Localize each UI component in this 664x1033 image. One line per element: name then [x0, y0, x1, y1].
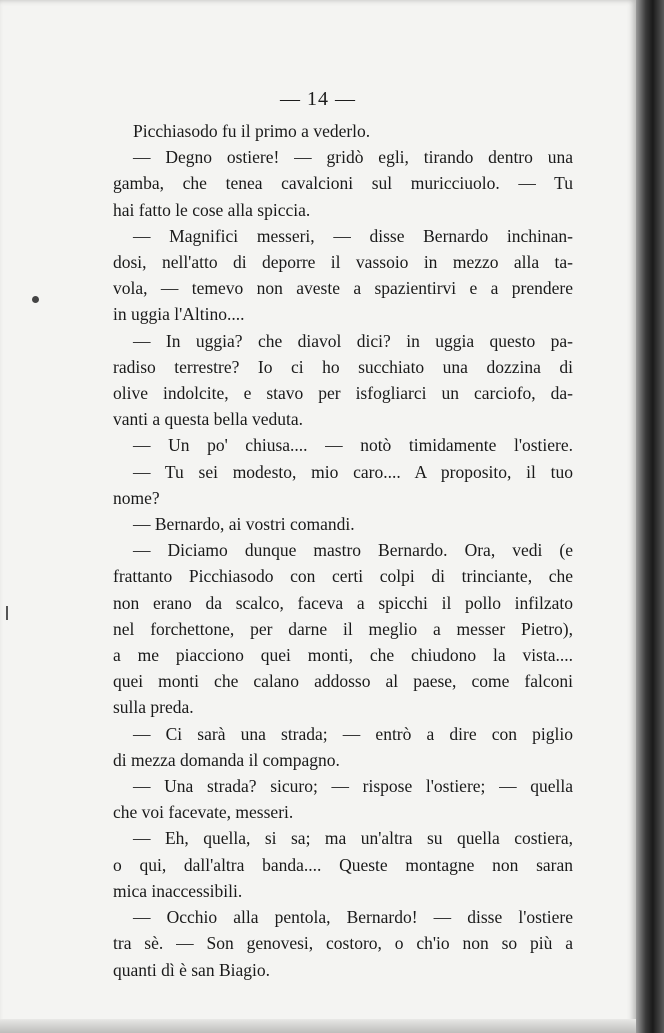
text-line: tra sè. — Son genovesi, costoro, o ch'io non so più a	[113, 933, 573, 954]
text-line: — Degno ostiere! — gridò egli, tirando dentro una	[133, 147, 573, 168]
text-line: — Tu sei modesto, mio caro.... A proposito, il tuo	[133, 461, 573, 482]
text-line: — Una strada? sicuro; — rispose l'ostiere; — quella	[133, 776, 573, 797]
text-line: — Diciamo dunque mastro Bernardo. Ora, vedi (e	[133, 540, 573, 561]
body-text	[113, 118, 573, 983]
text-line: — Magnifici messeri, — disse Bernardo inchinan-	[133, 225, 573, 246]
text-line: nome?	[113, 487, 160, 508]
text-line: nel forchettone, per darne il meglio a messer Pietro),	[113, 618, 573, 639]
text-line: — Bernardo, ai vostri comandi.	[133, 514, 355, 535]
text-line: — In uggia? che diavol dici? in uggia questo pa-	[133, 330, 573, 351]
text-line: vola, — temevo non aveste a spazientirvi e a prendere	[113, 278, 573, 299]
text-line: o qui, dall'altra banda.... Queste montagne non saran	[113, 854, 573, 875]
margin-mark	[6, 606, 8, 620]
text-line: dosi, nell'atto di deporre il vassoio in mezzo alla ta-	[113, 252, 573, 273]
text-line: quei monti che calano addosso al paese, come falconi	[113, 671, 573, 692]
text-line: vanti a questa bella veduta.	[113, 409, 303, 430]
text-line: non erano da scalco, faceva a spicchi il pollo infilzato	[113, 592, 573, 613]
text-line: radiso terrestre? Io ci ho succhiato una dozzina di	[113, 356, 573, 377]
text-line: a me piacciono quei monti, che chiudono la vista....	[113, 645, 573, 666]
text-line: hai fatto le cose alla spiccia.	[113, 199, 311, 220]
text-line: in uggia l'Altino....	[113, 304, 245, 325]
text-line: che voi facevate, messeri.	[113, 802, 294, 823]
ink-blot-mark	[32, 296, 39, 303]
text-line: — Eh, quella, si sa; ma un'altra su quella costiera,	[133, 828, 573, 849]
text-line: frattanto Picchiasodo con certi colpi di trinciante, che	[113, 566, 573, 587]
text-line: Picchiasodo fu il primo a vederlo.	[133, 121, 371, 141]
text-line: — Occhio alla pentola, Bernardo! — disse l'ostiere	[133, 907, 573, 928]
text-line: gamba, che tenea cavalcioni sul muricciuolo. — Tu	[113, 173, 573, 194]
text-line: mica inaccessibili.	[113, 880, 243, 901]
text-line: — Ci sarà una strada; — entrò a dire con piglio	[133, 723, 573, 744]
text-line: di mezza domanda il compagno.	[113, 749, 340, 770]
text-line: sulla preda.	[113, 697, 194, 718]
text-line: — Un po' chiusa.... — notò timidamente l'ostiere.	[133, 435, 573, 456]
text-line: quanti dì è san Biagio.	[113, 959, 270, 980]
text-line: olive indolcite, e stavo per isfogliarci un carciofo, da-	[113, 383, 573, 404]
page-bottom-edge	[0, 1019, 636, 1033]
page-number: — 14 —	[280, 88, 356, 110]
book-spine-edge	[636, 0, 664, 1033]
